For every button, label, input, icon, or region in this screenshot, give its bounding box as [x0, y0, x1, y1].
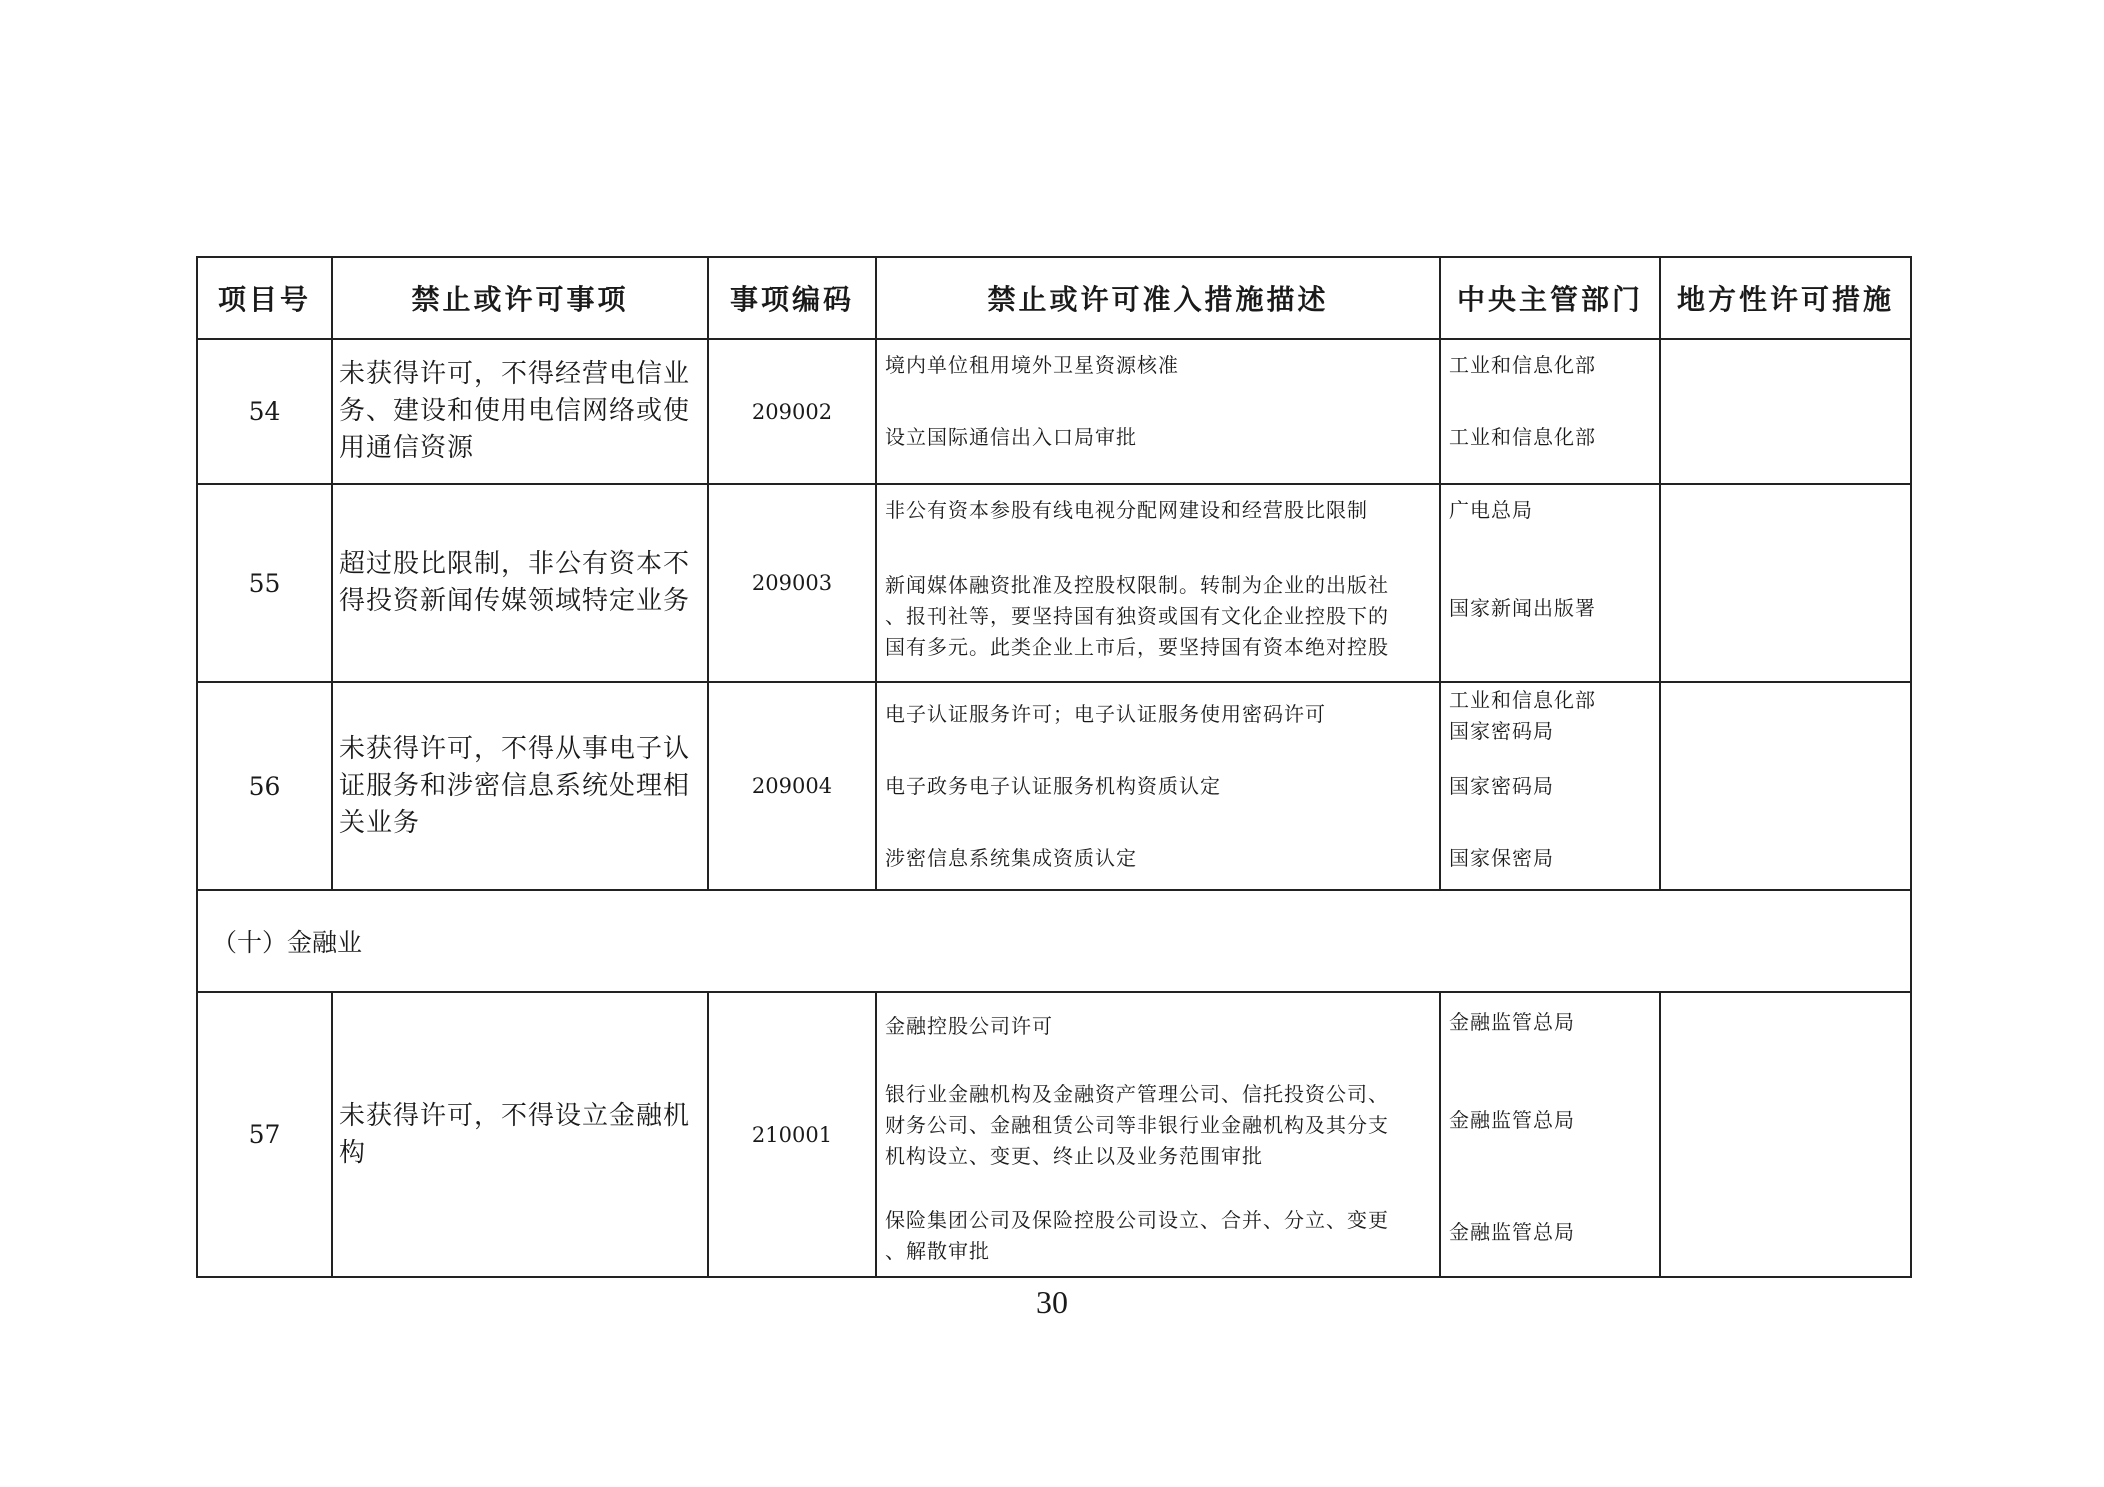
measure-line: 设立国际通信出入口局审批 [885, 425, 1137, 449]
measure-line: 财务公司、金融租赁公司等非银行业金融机构及其分支 [885, 1113, 1389, 1137]
dept-line: 国家密码局 [1449, 719, 1554, 743]
dept-line: 金融监管总局 [1449, 1220, 1575, 1244]
row-measures [876, 682, 1440, 890]
measure-line: 机构设立、变更、终止以及业务范围审批 [885, 1144, 1263, 1168]
dept-line: 国家保密局 [1449, 846, 1554, 870]
row-code: 209002 [708, 339, 876, 484]
measure-line: 、解散审批 [885, 1239, 990, 1263]
header-item: 禁止或许可事项 [332, 257, 708, 339]
row-item: 未获得许可，不得经营电信业务、建设和使用电信网络或使用通信资源 [332, 339, 708, 484]
row-id: 56 [197, 682, 332, 890]
row-local [1660, 682, 1911, 890]
row-code: 209003 [708, 484, 876, 682]
table-row [197, 682, 1911, 890]
header-desc: 禁止或许可准入措施描述 [876, 257, 1440, 339]
measure-line: 、报刊社等，要坚持国有独资或国有文化企业控股下的 [885, 604, 1389, 628]
row-measures [876, 339, 1440, 484]
dept-line: 金融监管总局 [1449, 1010, 1575, 1034]
measure-line: 涉密信息系统集成资质认定 [885, 846, 1137, 870]
measure-line: 非公有资本参股有线电视分配网建设和经营股比限制 [885, 498, 1368, 522]
dept-line: 金融监管总局 [1449, 1108, 1575, 1132]
row-item: 超过股比限制，非公有资本不得投资新闻传媒领域特定业务 [332, 484, 708, 682]
row-code: 210001 [708, 992, 876, 1277]
table-header-row [197, 257, 1911, 339]
measure-line: 新闻媒体融资批准及控股权限制。转制为企业的出版社 [885, 573, 1389, 597]
row-id: 57 [197, 992, 332, 1277]
row-item: 未获得许可，不得设立金融机构 [332, 992, 708, 1277]
dept-line: 工业和信息化部 [1449, 425, 1596, 449]
table-row [197, 339, 1911, 484]
header-id: 项目号 [197, 257, 332, 339]
regulation-table [196, 256, 1912, 1278]
dept-line: 工业和信息化部 [1449, 688, 1596, 712]
row-local [1660, 992, 1911, 1277]
dept-line: 国家密码局 [1449, 774, 1554, 798]
table-row [197, 992, 1911, 1277]
row-depts [1440, 682, 1660, 890]
row-local [1660, 339, 1911, 484]
page-number: 30 [1036, 1284, 1068, 1320]
table-row [197, 484, 1911, 682]
row-code: 209004 [708, 682, 876, 890]
dept-line: 工业和信息化部 [1449, 353, 1596, 377]
row-depts [1440, 992, 1660, 1277]
measure-line: 金融控股公司许可 [885, 1014, 1053, 1038]
row-depts [1440, 484, 1660, 682]
row-depts [1440, 339, 1660, 484]
row-id: 55 [197, 484, 332, 682]
measure-line: 电子政务电子认证服务机构资质认定 [885, 774, 1221, 798]
row-local [1660, 484, 1911, 682]
dept-line: 国家新闻出版署 [1449, 596, 1596, 620]
measure-line: 保险集团公司及保险控股公司设立、合并、分立、变更 [885, 1208, 1389, 1232]
measure-line: 境内单位租用境外卫星资源核准 [885, 353, 1179, 377]
dept-line: 广电总局 [1449, 498, 1533, 522]
row-item: 未获得许可，不得从事电子认证服务和涉密信息系统处理相关业务 [332, 682, 708, 890]
header-local: 地方性许可措施 [1660, 257, 1911, 339]
section-title: （十）金融业 [197, 890, 1911, 992]
measure-line: 电子认证服务许可；电子认证服务使用密码许可 [885, 702, 1326, 726]
row-measures [876, 484, 1440, 682]
row-id: 54 [197, 339, 332, 484]
section-row [197, 890, 1911, 992]
measure-line: 银行业金融机构及金融资产管理公司、信托投资公司、 [885, 1082, 1389, 1106]
row-measures [876, 992, 1440, 1277]
header-dept: 中央主管部门 [1440, 257, 1660, 339]
header-code: 事项编码 [708, 257, 876, 339]
measure-line: 国有多元。此类企业上市后，要坚持国有资本绝对控股 [885, 635, 1389, 659]
